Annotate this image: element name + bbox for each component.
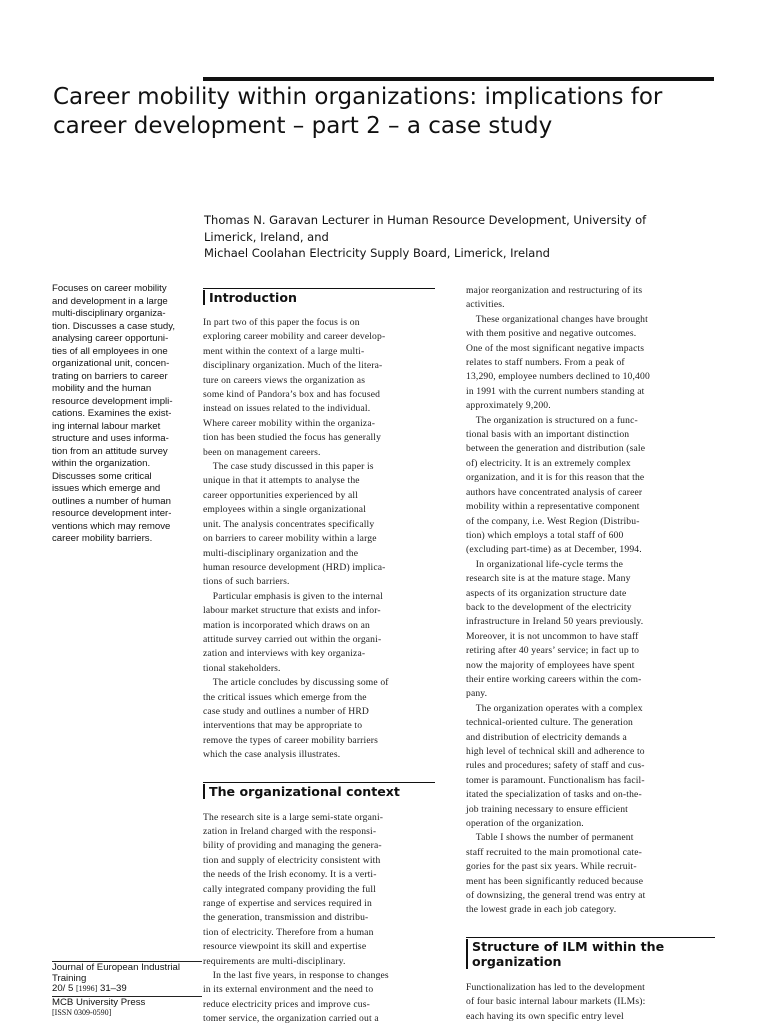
- title-top-rule: [203, 77, 714, 81]
- abstract-line: within the organization.: [52, 458, 151, 469]
- abstract-line: tion from an attitude survey: [52, 445, 168, 457]
- journal-name-cont: Training: [52, 972, 87, 984]
- text-line: between the generation and distribution (sale: [466, 443, 646, 455]
- text-line: cally integrated company providing the full: [203, 883, 376, 895]
- text-line: remove the types of career mobility barriers: [203, 734, 378, 746]
- abstract-line: tion. Discusses a case study,: [52, 320, 175, 332]
- text-line: ment within the context of a large multi-: [203, 345, 365, 357]
- text-line: zation and interviews with key organiza-: [203, 648, 366, 660]
- abstract-line: multi-disciplinary organiza-: [52, 308, 166, 319]
- text-line: operation of the organization.: [466, 818, 584, 830]
- text-line: staff recruited to the main promotional cate-: [466, 846, 642, 858]
- text-line: unit. The analysis concentrates specifically: [203, 518, 375, 530]
- abstract-line: career mobility barriers.: [52, 533, 153, 544]
- author-line: Thomas N. Garavan Lecturer in Human Resource Development, University of: [204, 213, 647, 227]
- journal-publisher: MCB University Press: [52, 996, 146, 1008]
- text-line: the critical issues which emerge from the: [203, 691, 367, 703]
- introduction-paragraph: [203, 590, 435, 676]
- text-line: These organizational changes have brought: [466, 313, 648, 325]
- section-rule: [203, 288, 435, 289]
- text-line: tions of such barriers.: [203, 576, 290, 588]
- abstract-line: mobility and the human: [52, 383, 152, 394]
- text-line: itated the specialization of tasks and on-the-: [466, 789, 642, 801]
- text-line: tomer is paramount. Functionalism has facil-: [466, 774, 645, 786]
- section-heading-line: Structure of ILM within the: [472, 938, 665, 954]
- title-line: Career mobility within organizations: implications for: [53, 84, 663, 110]
- text-line: authors have concentrated analysis of career: [466, 486, 643, 498]
- text-line: instead on issues related to the individual.: [203, 403, 371, 415]
- text-line: resource viewpoint its skill and expertise: [203, 941, 367, 953]
- introduction-paragraph: [203, 676, 435, 762]
- text-line: been on management careers.: [203, 446, 321, 458]
- text-line: of the company, i.e. West Region (Distribu-: [466, 515, 640, 527]
- abstract-line: ing internal labour market: [52, 420, 161, 432]
- text-line: In the last five years, in response to changes: [203, 970, 389, 982]
- text-line: Particular emphasis is given to the internal: [203, 590, 383, 602]
- text-line: The research site is a large semi-state organi-: [203, 811, 384, 823]
- text-line: and distribution of electricity demands a: [466, 731, 627, 743]
- text-line: of) electricity. It is an extremely complex: [466, 457, 631, 469]
- section-heading-organizational-context: The organizational context: [203, 784, 435, 799]
- text-line: bility of providing and managing the genera-: [203, 840, 382, 852]
- abstract-line: ventions which may remove: [52, 520, 171, 532]
- text-line: interventions that may be appropriate to: [203, 720, 363, 732]
- text-line: ment has been significantly reduced because: [466, 875, 644, 887]
- text-line: The article concludes by discussing some of: [203, 677, 389, 689]
- introduction-body: [203, 316, 435, 763]
- text-line: human resource development (HRD) implica-: [203, 561, 386, 573]
- body-column-left: [203, 288, 435, 1027]
- abstract-line: resource development impli-: [52, 395, 173, 407]
- text-line: unique in that it attempts to analyse the: [203, 475, 360, 487]
- text-line: requirements are multi-disciplinary.: [203, 955, 346, 967]
- text-line: Functionalization has led to the development: [466, 981, 645, 993]
- text-line: the lowest grade in each job category.: [466, 904, 617, 916]
- text-line: One of the most significant negative impacts: [466, 342, 645, 354]
- text-line: career opportunities experienced by all: [203, 489, 359, 501]
- body-paragraph: [466, 558, 715, 702]
- body-paragraph: [466, 414, 715, 558]
- text-line: on barriers to career mobility within a large: [203, 533, 377, 545]
- text-line: The organization operates with a complex: [466, 702, 643, 714]
- text-line: Where career mobility within the organiza-: [203, 417, 376, 429]
- text-line: rules and procedures; safety of staff and cus-: [466, 760, 645, 772]
- journal-name: Journal of European Industrial: [52, 962, 180, 973]
- right-column-body: [466, 284, 715, 918]
- text-line: of downsizing, the general trend was entry at: [466, 890, 646, 902]
- text-line: job training necessary to ensure efficient: [466, 803, 628, 815]
- section-heading-introduction: Introduction: [203, 290, 435, 305]
- abstract-line: analysing career opportuni-: [52, 333, 169, 344]
- text-line: technical-oriented culture. The generation: [466, 717, 634, 729]
- body-paragraph: [466, 284, 715, 313]
- text-line: tomer service, the organization carried out a: [203, 1013, 379, 1025]
- section-heading-line: organization: [472, 953, 562, 969]
- text-line: range of expertise and services required in: [203, 898, 372, 910]
- body-paragraph: [466, 313, 715, 414]
- abstract-line: organizational unit, concen-: [52, 358, 170, 369]
- abstract-line: ties of all employees in one: [52, 345, 168, 357]
- text-line: attitude survey carried out within the organi-: [203, 633, 382, 645]
- text-line: tional stakeholders.: [203, 662, 281, 674]
- ilm-structure-paragraph: [466, 981, 715, 1024]
- text-line: labour market structure that exists and infor-: [203, 605, 381, 617]
- author-line: Limerick, Ireland, and: [204, 229, 329, 244]
- author-line: Michael Coolahan Electricity Supply Board, Limerick, Ireland: [204, 246, 550, 260]
- text-line: case study and outlines a number of HRD: [203, 705, 369, 717]
- text-line: in 1991 with the current numbers standing at: [466, 385, 645, 397]
- text-line: Moreover, it is not uncommon to have staff: [466, 630, 639, 642]
- journal-issn: [ISSN 0309-0590]: [52, 1008, 112, 1018]
- text-line: disciplinary organization. Much of the litera-: [203, 360, 383, 372]
- text-line: aspects of its organization structure date: [466, 587, 627, 599]
- journal-pages: 31–39: [97, 983, 127, 995]
- text-line: tion) which employs a total staff of 600: [466, 529, 624, 541]
- text-line: ture on careers views the organization as: [203, 374, 366, 386]
- text-line: approximately 9,200.: [466, 400, 551, 412]
- section-heading-ilm-structure: [466, 939, 715, 969]
- organizational-context-paragraph: [203, 969, 435, 1027]
- text-line: exploring career mobility and career develop-: [203, 331, 386, 343]
- abstract-line: structure and uses informa-: [52, 433, 169, 444]
- text-line: In organizational life-cycle terms the: [466, 558, 623, 570]
- abstract-line: Discusses some critical: [52, 470, 152, 482]
- text-line: which the case analysis illustrates.: [203, 749, 341, 761]
- section-rule: [466, 937, 715, 938]
- organizational-context-paragraph: [203, 811, 435, 969]
- abstract-line: outlines a number of human: [52, 495, 171, 507]
- text-line: mobility within a representative component: [466, 501, 640, 513]
- ilm-structure-body: [466, 981, 715, 1024]
- text-line: back to the development of the electricity: [466, 601, 632, 613]
- text-line: The organization is structured on a func-: [466, 414, 638, 426]
- text-line: some kind of Pandora’s box and has focused: [203, 389, 381, 401]
- text-line: Table I shows the number of permanent: [466, 832, 634, 844]
- text-line: relates to staff numbers. From a peak of: [466, 357, 625, 369]
- text-line: major reorganization and restructuring of its: [466, 285, 643, 296]
- author-affiliations: [204, 212, 714, 262]
- body-paragraph: [466, 702, 715, 832]
- journal-citation: [52, 961, 202, 1019]
- text-line: of four basic internal labour markets (ILMs):: [466, 996, 646, 1008]
- text-line: employees within a single organizational: [203, 504, 367, 516]
- abstract-line: issues which emerge and: [52, 483, 161, 494]
- text-line: high level of technical skill and adherence to: [466, 746, 645, 757]
- title-line: career development – part 2 – a case study: [53, 113, 553, 139]
- introduction-paragraph: [203, 316, 435, 460]
- text-line: research site is at the mature stage. Many: [466, 573, 631, 585]
- text-line: (excluding part-time) as at December, 1994.: [466, 544, 642, 556]
- text-line: organization, and it is for this reason that the: [466, 472, 645, 484]
- text-line: in its external environment and the need to: [203, 984, 374, 996]
- journal-volume: 20/ 5: [52, 983, 74, 995]
- abstract-sidebar: [52, 283, 192, 546]
- section-rule: [203, 782, 435, 783]
- abstract-line: trating on barriers to career: [52, 370, 168, 382]
- text-line: activities.: [466, 299, 505, 311]
- text-line: tional basis with an important distinction: [466, 429, 630, 441]
- text-line: the needs of the Irish economy. It is a verti-: [203, 869, 377, 881]
- text-line: zation in Ireland charged with the responsi-: [203, 826, 377, 837]
- text-line: each having its own specific entry level: [466, 1010, 624, 1022]
- organizational-context-body: [203, 811, 435, 1027]
- article-title: [53, 83, 743, 141]
- text-line: the generation, transmission and distribu-: [203, 912, 369, 924]
- abstract-line: and development in a large: [52, 295, 168, 307]
- text-line: now the majority of employees have spent: [466, 659, 635, 671]
- text-line: 13,290, employee numbers declined to 10,400: [466, 371, 650, 383]
- journal-year: [1996]: [76, 984, 98, 994]
- text-line: with them positive and negative outcomes.: [466, 328, 637, 340]
- text-line: their entire working careers within the com-: [466, 673, 642, 685]
- text-line: infrastructure in Ireland 50 years previously.: [466, 616, 644, 628]
- abstract-line: cations. Examines the exist-: [52, 408, 172, 419]
- text-line: tion has been studied the focus has generally: [203, 432, 382, 444]
- body-paragraph: [466, 831, 715, 917]
- text-line: multi-disciplinary organization and the: [203, 547, 359, 559]
- text-line: gories for the past six years. While recruit-: [466, 861, 637, 873]
- body-column-right: [466, 284, 715, 1024]
- text-line: pany.: [466, 688, 488, 700]
- introduction-paragraph: [203, 460, 435, 590]
- text-line: tion of electricity. Therefore from a human: [203, 926, 374, 938]
- text-line: reduce electricity prices and improve cus-: [203, 998, 370, 1010]
- journal-volume-line: [52, 984, 202, 995]
- text-line: mation is incorporated which draws on an: [203, 619, 370, 631]
- text-line: In part two of this paper the focus is on: [203, 317, 360, 328]
- text-line: tion and supply of electricity consistent with: [203, 854, 381, 866]
- text-line: The case study discussed in this paper is: [203, 461, 374, 473]
- abstract-line: resource development inter-: [52, 508, 172, 519]
- text-line: retiring after 40 years’ service; in fact up to: [466, 645, 640, 657]
- abstract-line: Focuses on career mobility: [52, 283, 167, 294]
